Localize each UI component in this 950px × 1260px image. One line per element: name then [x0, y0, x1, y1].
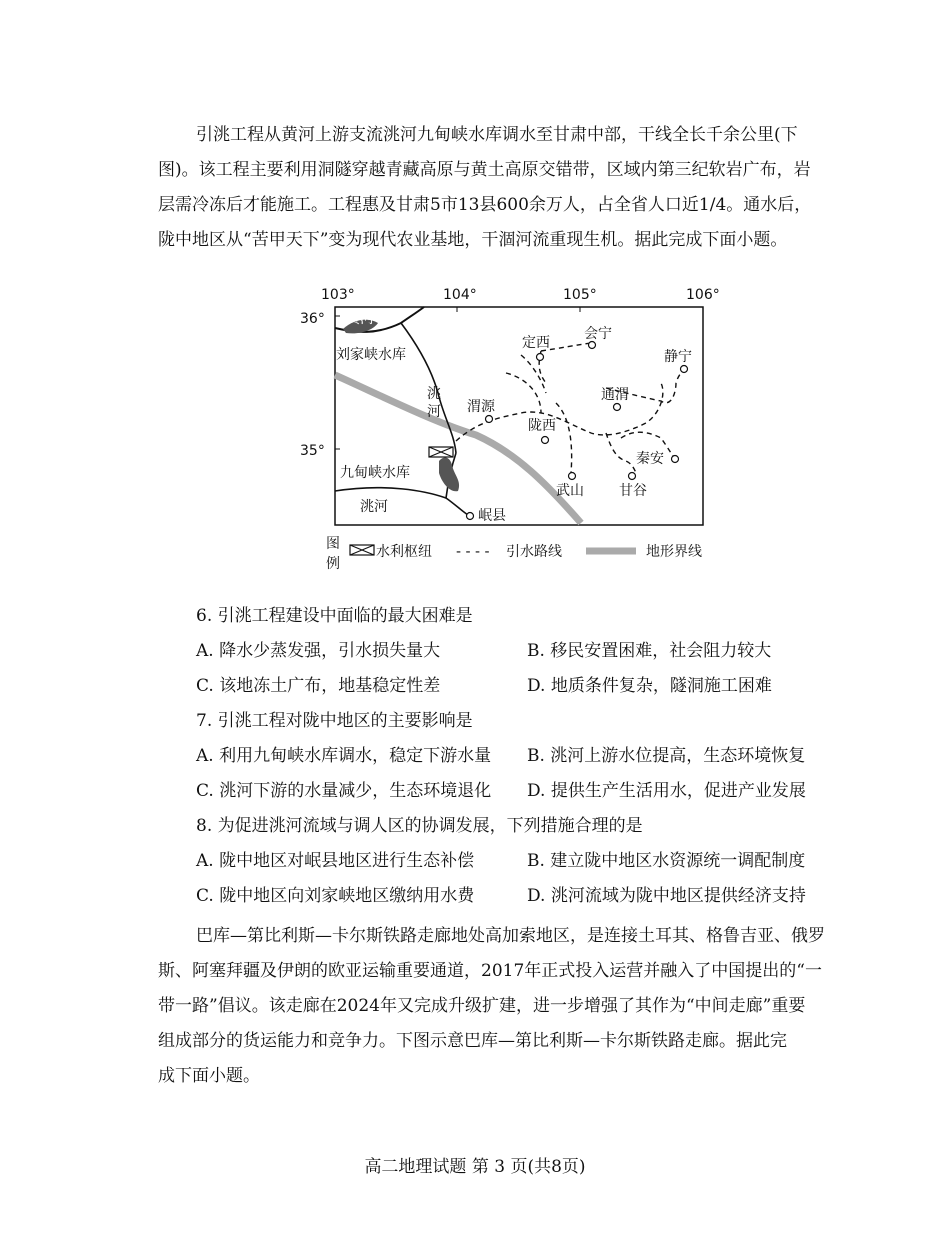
- legend-route-dashes: - - - -: [456, 544, 490, 560]
- gangu-marker: [629, 473, 636, 480]
- label-huining: 会宁: [584, 326, 612, 342]
- passage-1-line: 图)。该工程主要利用洞隧穿越青藏高原与黄土高原交错带，区域内第三纪软岩广布，岩: [158, 160, 811, 180]
- minxian-marker: [467, 513, 474, 520]
- passage-2-line: 带一路”倡议。该走廊在2024年又完成升级扩建，进一步增强了其作为“中间走廊”重要: [158, 996, 806, 1016]
- lat-label-35: 35°: [300, 443, 325, 459]
- label-weiyuan: 渭源: [467, 399, 495, 415]
- dingxi-marker: [537, 354, 544, 361]
- legend-hub-icon: [350, 545, 374, 555]
- lon-label-106: 106°: [686, 287, 720, 303]
- page-footer: 高二地理试题 第 3 页(共8页): [364, 1157, 586, 1177]
- label-tao-2: 河: [427, 404, 441, 420]
- question-8-option-b[interactable]: B. 建立陇中地区水资源统一调配制度: [527, 851, 806, 871]
- question-7-option-d[interactable]: D. 提供生产生活用水，促进产业发展: [527, 781, 806, 801]
- question-8-option-d[interactable]: D. 洮河流域为陇中地区提供经济支持: [527, 886, 806, 906]
- question-6-option-a[interactable]: A. 降水少蒸发强，引水损失量大: [196, 641, 441, 661]
- lat-label-36: 36°: [300, 311, 325, 327]
- question-6-option-d[interactable]: D. 地质条件复杂，隧洞施工困难: [527, 676, 772, 696]
- lon-label-103: 103°: [321, 287, 355, 303]
- question-8-stem: 8. 为促进洮河流域与调人区的协调发展，下列措施合理的是: [196, 816, 643, 836]
- question-6-option-c[interactable]: C. 该地冻土广布，地基稳定性差: [196, 676, 441, 696]
- label-dingxi: 定西: [522, 335, 550, 351]
- huining-marker: [589, 342, 596, 349]
- passage-2-line: 组成部分的货运能力和竞争力。下图示意巴库—第比利斯—卡尔斯铁路走廊。据此完: [158, 1031, 787, 1051]
- passage-2: [158, 919, 825, 1094]
- passage-2-line: 斯、阿塞拜疆及伊朗的欧亚运输重要通道，2017年正式投入运营并融入了中国提出的“一: [158, 961, 822, 981]
- map-frame: [335, 307, 703, 525]
- label-qinan: 秦安: [636, 451, 664, 467]
- qinan-marker: [672, 456, 679, 463]
- question-6-option-b[interactable]: B. 移民安置困难，社会阻力较大: [527, 641, 772, 661]
- label-minxian: 岷县: [478, 508, 506, 524]
- label-longxi: 陇西: [528, 418, 556, 434]
- passage-2-line: 巴库—第比利斯—卡尔斯铁路走廊地处高加索地区，是连接土耳其、格鲁吉亚、俄罗: [196, 926, 825, 946]
- passage-1-line: 层需冷冻后才能施工。工程惠及甘肃5市13县600余万人，占全省人口近1/4。通水后，: [158, 195, 812, 215]
- question-7-option-c[interactable]: C. 洮河下游的水量减少，生态环境退化: [196, 781, 492, 801]
- question-7-stem: 7. 引洮工程对陇中地区的主要影响是: [196, 711, 473, 731]
- label-gangu: 甘谷: [619, 483, 647, 499]
- label-liujiaxia: 刘家峡水库: [336, 347, 406, 363]
- label-taohe-lower: 洮河: [360, 499, 388, 515]
- question-8-option-c[interactable]: C. 陇中地区向刘家峡地区缴纳用水费: [196, 886, 475, 906]
- lon-label-104: 104°: [443, 287, 477, 303]
- question-6-stem: 6. 引洮工程建设中面临的最大困难是: [196, 606, 473, 626]
- passage-2-line: 成下面小题。: [158, 1066, 260, 1086]
- passage-1: [158, 118, 812, 258]
- wushan-marker: [569, 473, 576, 480]
- label-jingning: 静宁: [664, 349, 692, 365]
- label-jiudianxia: 九甸峡水库: [340, 465, 410, 481]
- lon-label-105: 105°: [563, 287, 597, 303]
- legend-boundary-label: 地形界线: [646, 544, 702, 560]
- map-legend: [326, 536, 702, 572]
- passage-1-line: 陇中地区从“苦甲天下”变为现代农业基地，干涸河流重现生机。据此完成下面小题。: [158, 230, 788, 250]
- question-8-option-a[interactable]: A. 陇中地区对岷县地区进行生态补偿: [196, 851, 475, 871]
- label-tao-1: 洮: [427, 386, 441, 402]
- water-diversion-map: [300, 283, 736, 583]
- jingning-marker: [681, 366, 688, 373]
- passage-1-line: 引洮工程从黄河上游支流洮河九甸峡水库调水至甘肃中部，干线全长千余公里(下: [196, 125, 798, 145]
- hydro-hub-icon: [429, 447, 453, 457]
- label-wushan: 武山: [556, 483, 584, 499]
- question-7-option-b[interactable]: B. 洮河上游水位提高，生态环境恢复: [527, 746, 806, 766]
- question-7-option-a[interactable]: A. 利用九甸峡水库调水，稳定下游水量: [196, 746, 492, 766]
- legend-title-1: 图: [326, 536, 340, 552]
- weiyuan-marker: [486, 416, 493, 423]
- longxi-marker: [542, 437, 549, 444]
- tongwei-marker: [614, 404, 621, 411]
- legend-route-label: 引水路线: [506, 544, 562, 560]
- label-huanghe: 黄河: [346, 311, 374, 327]
- legend-title-2: 例: [326, 556, 340, 572]
- legend-hub-label: 水利枢纽: [376, 544, 432, 560]
- label-tongwei: 通渭: [601, 387, 629, 403]
